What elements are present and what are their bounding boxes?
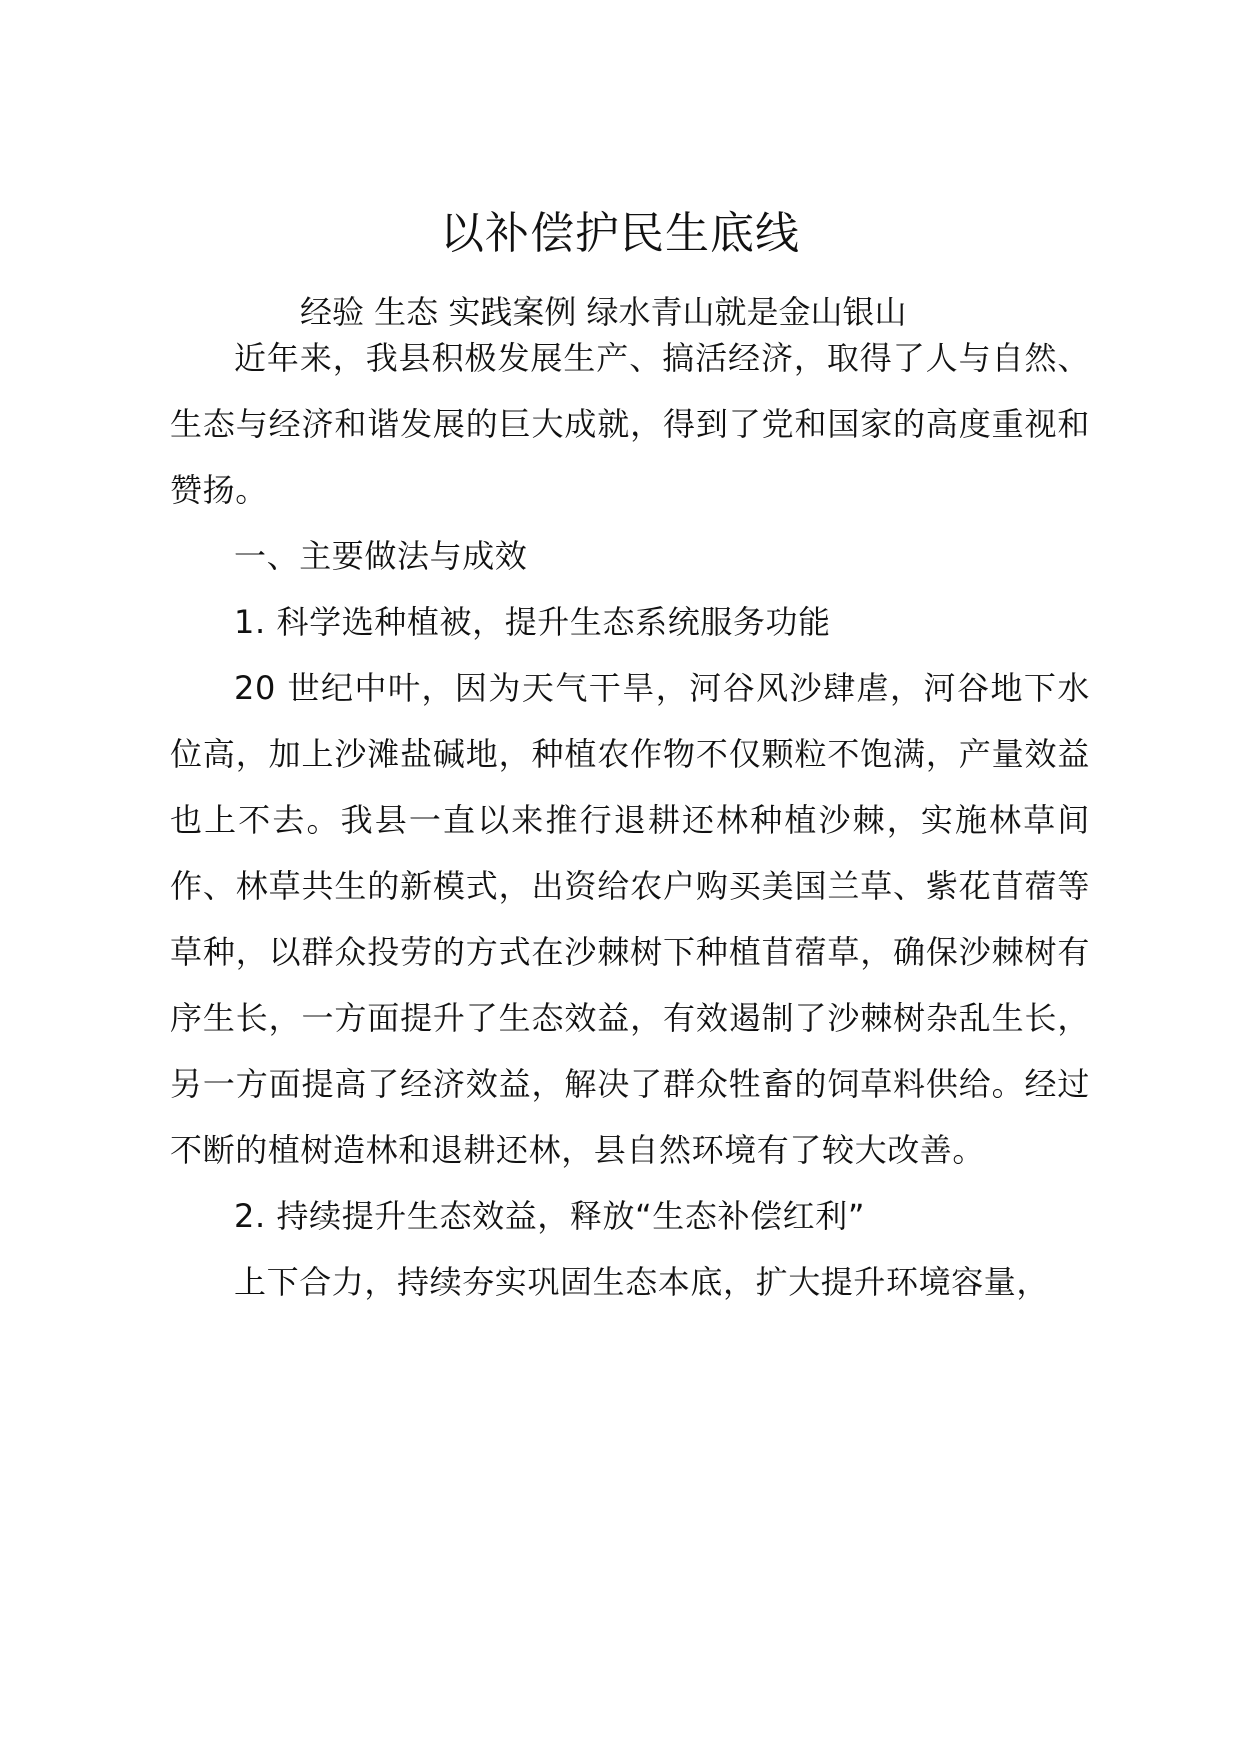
- subsection-heading-1: 1. 科学选种植被，提升生态系统服务功能: [234, 603, 831, 641]
- body-paragraph-1: 20 世纪中叶，因为天气干旱，河谷风沙肆虐，河谷地下水位高，加上沙滩盐碱地，种植农作物不仅颗粒不饱满，产量效益也上不去。我县一直以来推行退耕还林种植沙棘，实施林草间作、林草共生的新模式，出资给农户购买美国兰草、紫花苜蓿等草种，以群众投劳的方式在沙棘树下种植苜蓿草，确保沙棘树有序生长，一方面提升了生态效益，有效遏制了沙棘树杂乱生长，另一方面提高了经济效益，解决了群众牲畜的饲草料供给。经过不断的植树造林和退耕还林，县自然环境有了较大改善。: [170, 669, 1090, 1169]
- document-tags: 经验 生态 实践案例 绿水青山就是金山银山: [300, 293, 907, 331]
- section-heading-1: 一、主要做法与成效: [234, 537, 528, 575]
- subsection-heading-2: 2. 持续提升生态效益，释放“生态补偿红利”: [234, 1197, 866, 1235]
- document-title: 以补偿护民生底线: [440, 208, 800, 259]
- body-paragraph-2: 上下合力，持续夯实巩固生态本底，扩大提升环境容量，: [234, 1263, 1050, 1301]
- document-body: [170, 325, 1090, 1315]
- intro-paragraph: 近年来，我县积极发展生产、搞活经济，取得了人与自然、生态与经济和谐发展的巨大成就，得到了党和国家的高度重视和赞扬。: [170, 339, 1090, 509]
